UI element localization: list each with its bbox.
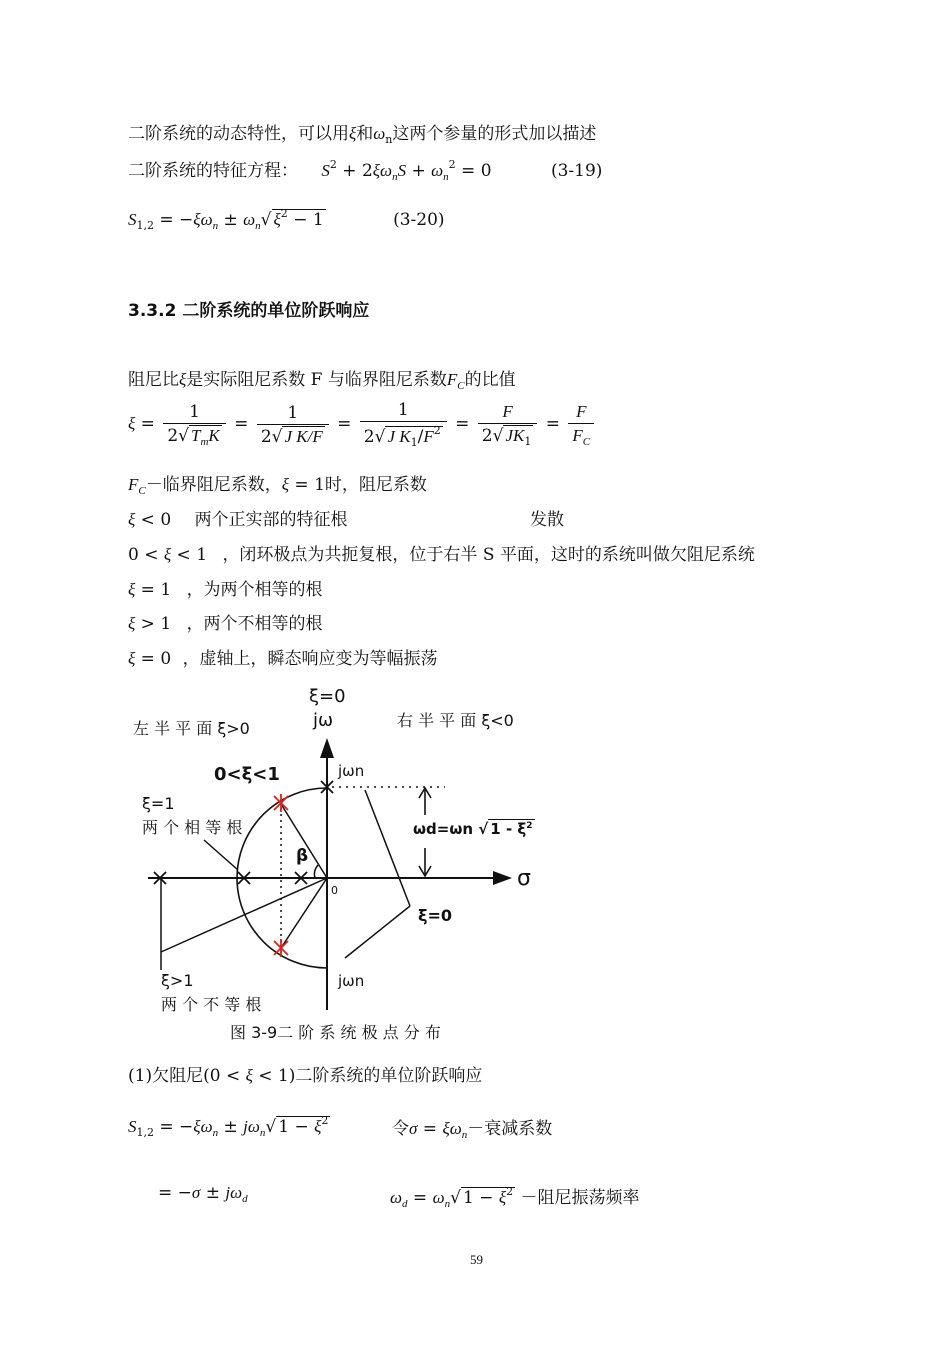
unequal-roots-label: 两 个 不 等 根 — [161, 995, 262, 1014]
damping-fraction-eq: ξ = $\frac{1}{2√ T_mK}$ = $\frac{1}{\text{2√ J K/F}}$ = $\frac{1}{2√ J K_1/F^2}$ = $\frac{F}{2√ JK_1}$ = $\frac{F}{F_C}$ — [128, 400, 597, 449]
damping-ratio-line: 阻尼比ξ是实际阻尼系数 F 与临界阻尼系数$F_C$的比值 — [128, 370, 516, 392]
case-critical: ξ = 1 ，为两个相等的根 — [128, 580, 323, 600]
eq-number-3-19: (3-19) — [550, 161, 603, 181]
pole-distribution-figure — [0, 680, 952, 1050]
damping-text-a: 阻尼比 — [128, 370, 179, 390]
let-text: 令 — [392, 1119, 409, 1139]
critical-text: －临界阻尼系数， — [145, 475, 282, 495]
case-overdamped: ξ > 1 ，两个不相等的根 — [128, 614, 323, 634]
section-heading: 3.3.2 二阶系统的单位阶跃响应 — [128, 301, 370, 321]
eq-number-3-20: (3-20) — [393, 210, 445, 230]
damped-text: －阻尼振荡频率 — [520, 1188, 640, 1208]
xi0-pointer-b — [345, 906, 410, 958]
critical-damping-line: $F_C-$临界阻尼系数，ξ = 1时，阻尼系数 — [128, 475, 427, 497]
case-underdamped: 0 < ξ < 1 ，闭环极点为共扼复根，位于右半 S 平面，这时的系统叫做欠阻尼系统 — [128, 545, 755, 565]
intro-text-a: 二阶系统的动态特性，可以用 — [128, 124, 349, 144]
jw-arrow-head — [320, 738, 334, 758]
equal-roots-label: 两 个 相 等 根 — [142, 818, 243, 837]
case-negative: ξ < 0 两个正实部的特征根 — [128, 510, 348, 530]
char-eq-label: 二阶系统的特征方程： — [128, 161, 298, 181]
intro-text-b: 和 — [356, 124, 374, 144]
underdamped-section-line: (1)欠阻尼(0 < ξ < 1)二阶系统的单位阶跃响应 — [128, 1066, 483, 1086]
xi0-top-label: ξ=0 — [309, 686, 346, 707]
critical-text-c: 时，阻尼系数 — [324, 475, 427, 495]
underdamped-label: 0<ξ<1 — [214, 764, 280, 785]
wd-formula-text: ωd=ωn — [413, 820, 474, 838]
beta-label: β — [296, 846, 309, 866]
jw-axis-label: jω — [313, 710, 334, 731]
roots-eq-line: $S_{1,2} = -\xi\omega_n \pm \omega_n√$ $\xi^2 - 1$ (3-20) — [128, 207, 445, 232]
intro-text-c: 这两个参量的形式加以描述 — [392, 124, 597, 144]
overdamped-label: ξ>1 — [161, 971, 194, 990]
wd-formula-label: ωd=ωn √ $1 - \xi^2$ — [413, 820, 533, 838]
xi0-bottom-label: ξ=0 — [418, 906, 452, 925]
origin-label: 0 — [331, 884, 338, 897]
radial-line-upper — [281, 804, 327, 878]
intro-line: 二阶系统的动态特性，可以用ξ和$\omega_n$这两个参量的形式加以描述 — [128, 124, 597, 146]
jwn-top-label: jωn — [338, 762, 365, 780]
case-underdamped-text: ，闭环极点为共扼复根，位于右半 S 平面，这时的系统叫做欠阻尼系统 — [222, 545, 755, 565]
beta-arc — [314, 865, 318, 878]
decay-text: －衰减系数 — [467, 1119, 553, 1139]
wd-sqrt-text: 1 - ξ — [490, 820, 527, 838]
jwn-bottom-label: jωn — [338, 972, 365, 990]
decay-coefficient-def: 令$\sigma = \xi\omega_n-$衰减系数 — [392, 1119, 553, 1141]
case-critical-text: ，为两个相等的根 — [186, 580, 323, 600]
page-number: 59 — [470, 1252, 483, 1267]
underdamped-section-text-a: (1)欠阻尼( — [128, 1066, 210, 1086]
case-overdamped-text: ，两个不相等的根 — [186, 614, 323, 634]
right-half-plane-label: 右 半 平 面 ξ<0 — [397, 711, 514, 730]
underdamped-section-text-b: )二阶系统的单位阶跃响应 — [288, 1066, 483, 1086]
xi1-label: ξ=1 — [142, 794, 175, 813]
sigma-arrow-head — [493, 871, 512, 885]
figure-caption: 图 3-9二 阶 系 统 极 点 分 布 — [230, 1023, 441, 1042]
case-negative-text: 两个正实部的特征根 — [194, 510, 348, 530]
left-half-plane-label: 左 半 平 面 ξ>0 — [133, 719, 250, 738]
case-undamped: ξ = 0 ，虚轴上，瞬态响应变为等幅振荡 — [128, 649, 438, 669]
case-negative-result: 发散 — [530, 510, 564, 530]
complex-roots-eq: $S_{1,2} = -\xi\omega_n \pm j\omega_n√$ $1 - \xi^2$ — [128, 1114, 329, 1139]
damping-text-b: 是实际阻尼系数 F 与临界阻尼系数 — [186, 370, 447, 390]
damped-frequency-def: $\omega_d = \omega_n√$ $1 - \xi^2$ －阻尼振荡频率 — [390, 1185, 640, 1210]
equal-roots-pointer — [204, 840, 238, 870]
characteristic-eq-line: 二阶系统的特征方程： $S^2 + 2\xi\omega_nS + \omega_n^2 = 0$ (3-19) — [128, 158, 603, 183]
xi0-pointer-a — [365, 790, 410, 906]
case-undamped-text: ，虚轴上，瞬态响应变为等幅振荡 — [182, 649, 438, 669]
damping-text-c: 的比值 — [464, 370, 516, 390]
complex-roots-short-eq: = $-\sigma \pm j\omega_d$ — [158, 1183, 248, 1205]
sigma-axis-label: σ — [517, 866, 531, 891]
